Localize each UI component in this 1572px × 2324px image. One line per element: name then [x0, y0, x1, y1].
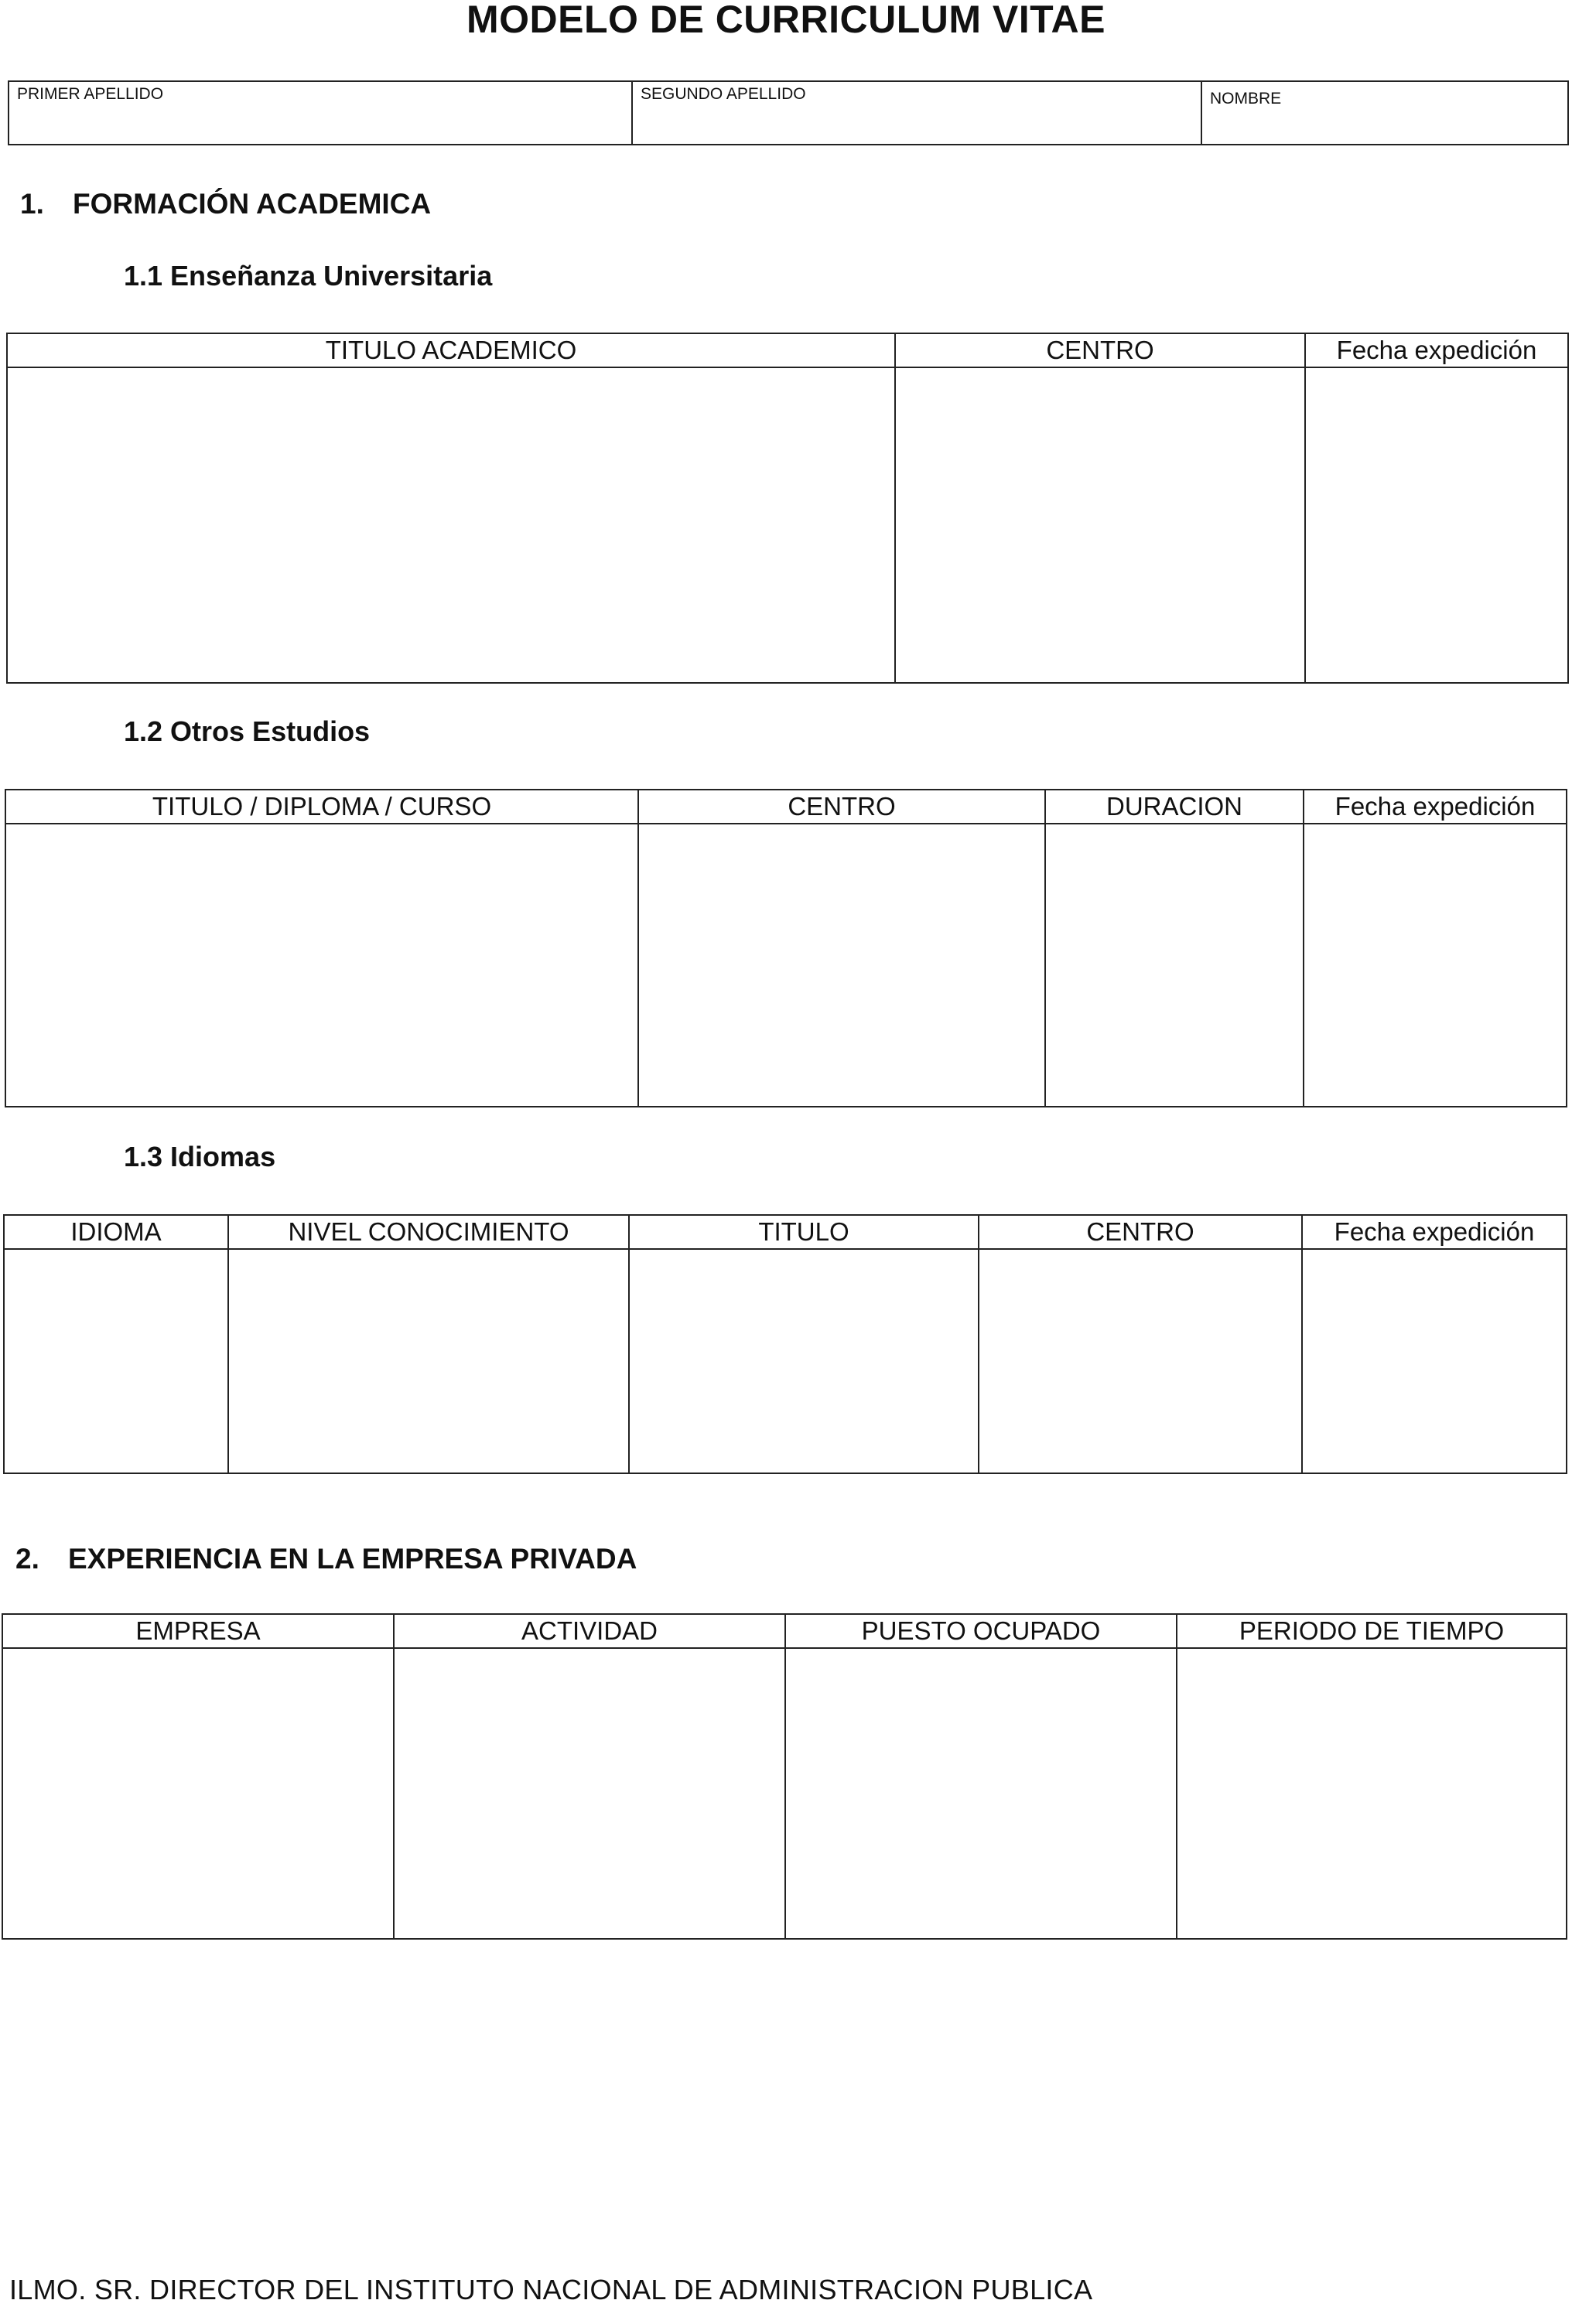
column-header: IDIOMA [5, 1216, 227, 1250]
column-header: NIVEL CONOCIMIENTO [229, 1216, 628, 1250]
title-column[interactable] [630, 1216, 979, 1473]
position-held-column[interactable] [786, 1615, 1177, 1938]
subsection-1-3-heading: 1.3 Idiomas [124, 1141, 276, 1172]
issue-date-column[interactable] [1304, 790, 1566, 1106]
column-header: CENTRO [639, 790, 1044, 824]
center-column[interactable] [639, 790, 1046, 1106]
column-header: CENTRO [979, 1216, 1301, 1250]
section-2-number: 2. [15, 1543, 39, 1575]
column-input-area[interactable] [896, 368, 1304, 682]
section-1-title: FORMACIÓN ACADEMICA [73, 188, 432, 220]
first-surname-field[interactable] [9, 82, 633, 144]
subsection-1-2-heading: 1.2 Otros Estudios [124, 715, 371, 747]
column-header: CENTRO [896, 334, 1304, 368]
section-2-heading [15, 1543, 637, 1575]
column-input-area[interactable] [5, 1250, 227, 1473]
given-name-field[interactable] [1202, 82, 1567, 144]
column-input-area[interactable] [395, 1649, 784, 1938]
language-column[interactable] [5, 1216, 229, 1473]
section-1-number: 1. [20, 188, 44, 220]
company-column[interactable] [3, 1615, 395, 1938]
second-surname-label: SEGUNDO APELLIDO [641, 85, 806, 103]
time-period-column[interactable] [1177, 1615, 1566, 1938]
column-header: ACTIVIDAD [395, 1615, 784, 1649]
column-header: TITULO / DIPLOMA / CURSO [6, 790, 637, 824]
duration-column[interactable] [1046, 790, 1304, 1106]
column-input-area[interactable] [6, 824, 637, 1106]
column-input-area[interactable] [1177, 1649, 1566, 1938]
activity-column[interactable] [395, 1615, 786, 1938]
column-input-area[interactable] [1046, 824, 1303, 1106]
center-column[interactable] [979, 1216, 1303, 1473]
other-studies-table [5, 789, 1567, 1107]
column-input-area[interactable] [1304, 824, 1566, 1106]
second-surname-field[interactable] [633, 82, 1202, 144]
academic-title-column[interactable] [8, 334, 896, 682]
knowledge-level-column[interactable] [229, 1216, 630, 1473]
column-input-area[interactable] [630, 1250, 978, 1473]
column-header: PERIODO DE TIEMPO [1177, 1615, 1566, 1649]
column-input-area[interactable] [3, 1649, 393, 1938]
addressee-footer: ILMO. SR. DIRECTOR DEL INSTITUTO NACIONAL DE ADMINISTRACION PUBLICA [9, 2274, 1093, 2305]
column-input-area[interactable] [8, 368, 894, 682]
languages-table [3, 1214, 1567, 1474]
university-education-table [6, 333, 1569, 684]
column-input-area[interactable] [229, 1250, 628, 1473]
subsection-1-1-heading: 1.1 Enseñanza Universitaria [124, 260, 493, 292]
column-header: TITULO ACADEMICO [8, 334, 894, 368]
section-2-title: EXPERIENCIA EN LA EMPRESA PRIVADA [68, 1543, 637, 1575]
column-input-area[interactable] [786, 1649, 1176, 1938]
column-input-area[interactable] [979, 1250, 1301, 1473]
center-column[interactable] [896, 334, 1306, 682]
name-header [8, 80, 1569, 145]
issue-date-column[interactable] [1303, 1216, 1566, 1473]
given-name-label: NOMBRE [1210, 90, 1282, 107]
section-1-heading [20, 188, 431, 220]
column-header: PUESTO OCUPADO [786, 1615, 1176, 1649]
diploma-course-column[interactable] [6, 790, 639, 1106]
page-title: MODELO DE CURRICULUM VITAE [466, 0, 1106, 41]
column-header: Fecha expedición [1303, 1216, 1566, 1250]
column-header: Fecha expedición [1306, 334, 1567, 368]
private-sector-experience-table [2, 1613, 1567, 1940]
column-header: EMPRESA [3, 1615, 393, 1649]
column-header: Fecha expedición [1304, 790, 1566, 824]
column-input-area[interactable] [1303, 1250, 1566, 1473]
column-input-area[interactable] [639, 824, 1044, 1106]
column-header: TITULO [630, 1216, 978, 1250]
column-header: DURACION [1046, 790, 1303, 824]
first-surname-label: PRIMER APELLIDO [17, 85, 164, 103]
column-input-area[interactable] [1306, 368, 1567, 682]
issue-date-column[interactable] [1306, 334, 1567, 682]
